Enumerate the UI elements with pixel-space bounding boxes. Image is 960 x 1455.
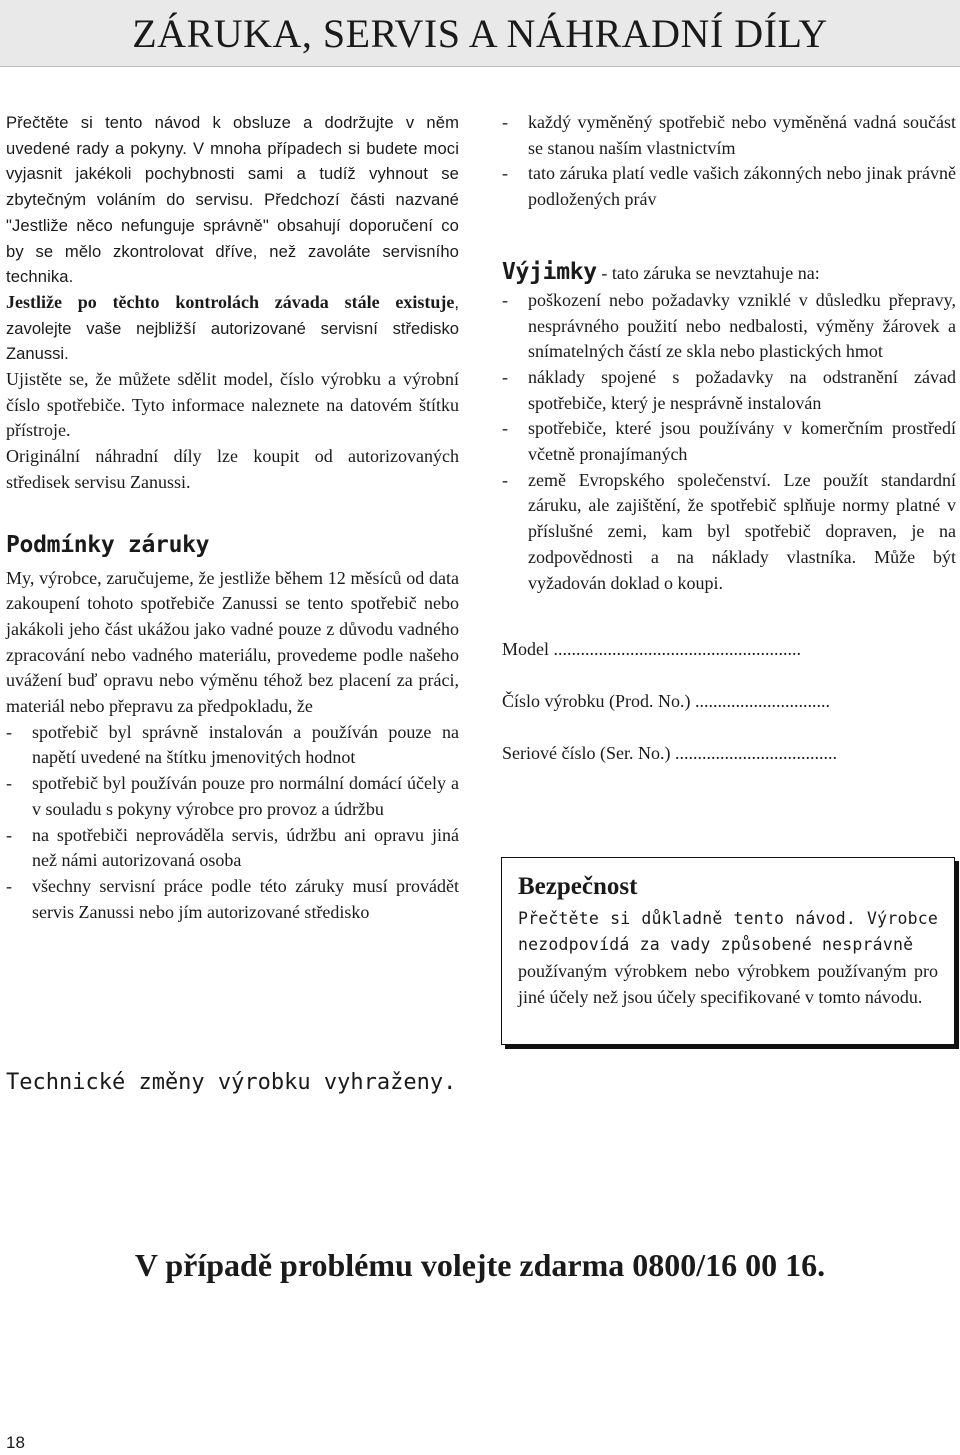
page-title: ZÁRUKA, SERVIS A NÁHRADNÍ DÍLY bbox=[132, 11, 828, 56]
list-item: - na spotřebiči neprováděla servis, údržbu ani opravu jiná než námi autorizovaná osoba bbox=[6, 824, 459, 871]
serial-number-field[interactable]: Seriové číslo (Ser. No.) .................................... bbox=[502, 743, 837, 764]
intro-paragraph: Přečtěte si tento návod k obsluze a dodržujte v něm uvedené rady a pokyny. V mnoha případech si budete moci vyjasnit jakékoli pochybnosti sami a tudíž vyhnout se zbytečným voláním do servisu. Předchozí části nazvané "Jestliže něco nefunguje správně" obsahují doporučení co by se mělo zkontrolovat dříve, než zavoláte servisního technika. bbox=[6, 113, 459, 287]
contact-service-emphasis: Jestliže po těchto kontrolách závada stále existuje bbox=[6, 291, 455, 312]
free-call-line: V případě problému volejte zdarma 0800/16 00 16. bbox=[134, 1247, 826, 1283]
warranty-conditions-list bbox=[6, 720, 459, 926]
model-field[interactable]: Model ....................................................... bbox=[502, 639, 801, 660]
warranty-heading: Podmínky záruky bbox=[6, 531, 210, 558]
list-item: - spotřebič byl správně instalován a používán pouze na napětí uvedené na štítku jmenovitých hodnot bbox=[6, 721, 459, 768]
list-item: - spotřebič byl používán pouze pro normální domácí účely a v souladu s pokyny výrobce pro provoz a údržbu bbox=[6, 773, 459, 819]
technical-changes-note: Technické změny výrobku vyhraženy. bbox=[6, 1070, 457, 1095]
safety-box bbox=[501, 857, 955, 1045]
ownership-list bbox=[502, 110, 956, 213]
list-item: - poškození nebo požadavky vzniklé v důsledku přepravy, nesprávného použití nebo nedbalosti, výměny žárovek a snímatelných částí ze skla nebo plastických hmot bbox=[502, 289, 956, 362]
safety-title: Bezpečnost bbox=[518, 873, 638, 900]
exceptions-intro: - tato záruka se nevztahuje na: bbox=[596, 262, 820, 283]
contact-service-text: , zavolejte vaše nejbližší autorizované servisní středisko Zanussi. bbox=[6, 292, 459, 364]
list-item: - spotřebiče, které jsou používány v komerčním prostředí včetně pronajímaných bbox=[502, 418, 956, 465]
page-number: 18 bbox=[6, 1433, 25, 1452]
product-info-form bbox=[502, 636, 956, 766]
contact-service-paragraph bbox=[6, 290, 459, 367]
warranty-text: My, výrobce, zaručujeme, že jestliže během 12 měsíců od data zakoupení tohoto spotřebiče Zanussi se tento spotřebič nebo jakákoli jeho část ukážou jako vadné pouze z důvodu vadného zpracování nebo vadného materiálu, provedeme podle našeho uvážení buď opravu nebo výměnu téhož bez placení za práci, materiál nebo přepravu za předpokladu, že bbox=[6, 567, 459, 717]
list-item: - všechny servisní práce podle této záruky musí provádět servis Zanussi nebo jím autorizované středisko bbox=[6, 875, 459, 922]
list-item: - země Evropského společenství. Lze použít standardní záruku, ale zajištění, že spotřebič splňuje normy platné v příslušné zemi, kam byl spotřebič dopraven, je na zodpovědnosti a na náklady vlastníka. Může být vyžadován doklad o koupi. bbox=[502, 469, 956, 593]
model-info-paragraph: Ujistěte se, že můžete sdělit model, číslo výrobku a výrobní číslo spotřebiče. Tyto informace naleznete na datovém štítku přístroje. bbox=[6, 369, 459, 441]
right-column bbox=[502, 110, 956, 766]
left-column bbox=[6, 110, 459, 925]
exceptions-heading-line bbox=[502, 257, 956, 288]
list-item: - náklady spojené s požadavky na odstranění závad spotřebiče, který je nesprávně instalován bbox=[502, 366, 956, 413]
exceptions-heading: Výjimky bbox=[502, 258, 597, 285]
safety-text-lead: Přečtěte si důkladně tento návod. Výrobce nezodpovídá za vady způsobené nesprávně bbox=[518, 909, 938, 954]
exceptions-list bbox=[502, 288, 956, 596]
list-item: - tato záruka platí vedle vašich zákonných nebo jinak právně podložených práv bbox=[502, 163, 956, 210]
product-number-field[interactable]: Číslo výrobku (Prod. No.) .............................. bbox=[502, 691, 830, 712]
safety-text: používaným výrobkem nebo výrobkem používaným pro jiné účely než jsou účely specifikované v tomto návodu. bbox=[518, 961, 938, 1007]
list-item: - každý vyměněný spotřebič nebo vyměněná vadná součást se stanou naším vlastnictvím bbox=[502, 112, 956, 158]
spare-parts-paragraph: Originální náhradní díly lze koupit od autorizovaných středisek servisu Zanussi. bbox=[6, 446, 459, 492]
